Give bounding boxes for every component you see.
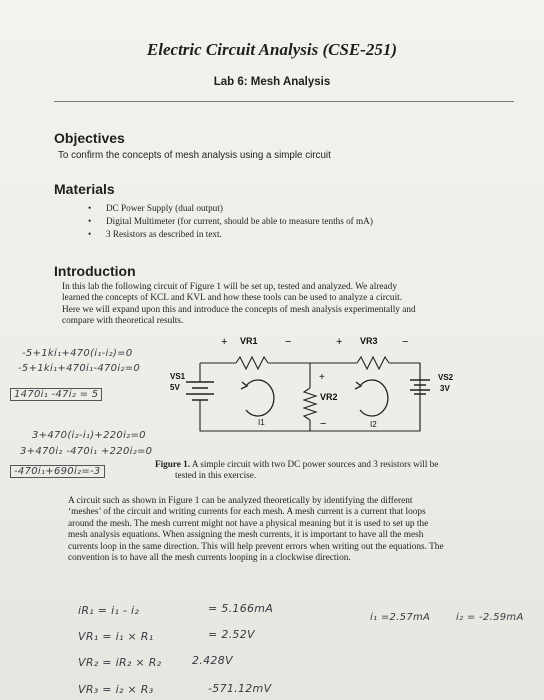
vs1-label: VS1 xyxy=(170,372,186,381)
vs2-value: 3V xyxy=(440,384,450,393)
handwritten-kvl-6: -470i₁+690i₂=-3 xyxy=(10,465,105,478)
handwritten-i2-result: i₂ = -2.59mA xyxy=(456,612,524,623)
lab-title: Lab 6: Mesh Analysis xyxy=(213,76,331,88)
intro-line: learned the concepts of KCL and KVL and how these tools can be used to analyze a circuit. xyxy=(62,293,403,304)
handwritten-ir1: iR₁ = i₁ - i₂ xyxy=(78,604,140,617)
vs1-value: 5V xyxy=(170,383,180,392)
resistor-r2 xyxy=(304,388,316,420)
objectives-text: To confirm the concepts of mesh analysis using a simple circuit xyxy=(58,150,331,161)
materials-list xyxy=(88,202,373,240)
objectives-heading: Objectives xyxy=(54,130,125,146)
handwritten-vr3: VR₃ = i₂ × R₃ xyxy=(78,683,154,696)
i1-label: I1 xyxy=(258,418,265,427)
figure-caption-text: A simple circuit with two DC power sources and 3 resistors will be xyxy=(191,459,439,469)
figure-label: Figure 1. xyxy=(155,459,191,469)
list-item: • DC Power Supply (dual output) xyxy=(88,202,373,215)
handwritten-i1-result: i₁ =2.57mA xyxy=(370,612,431,623)
i2-label: I2 xyxy=(370,420,377,429)
handwritten-kvl-5: 3+470i₂ -470i₁ +220i₂=0 xyxy=(20,446,153,457)
materials-heading: Materials xyxy=(54,181,115,197)
vr3-label: VR3 xyxy=(360,336,378,346)
vs2-label: VS2 xyxy=(438,373,454,382)
handwritten-kvl-1: -5+1ki₁+470(i₁-i₂)=0 xyxy=(22,348,133,359)
battery-vs1 xyxy=(186,382,214,400)
handwritten-kvl-3: 1470i₁ -47i₂ = 5 xyxy=(10,388,102,401)
handwritten-kvl-4: 3+470(i₂-i₁)+220i₂=0 xyxy=(32,430,146,441)
handwritten-vr2-value: 2.428V xyxy=(192,654,233,667)
r3-minus-label: − xyxy=(402,336,409,348)
intro-line: Here we will expand upon this and introduce the concepts of mesh analysis experimentally and xyxy=(62,304,416,315)
introduction-heading: Introduction xyxy=(54,263,136,279)
mesh-line: convention is to have all the mesh currents looping in a clockwise direction. xyxy=(68,553,351,564)
r1-minus-label: − xyxy=(285,336,292,348)
figure-caption xyxy=(155,459,505,470)
r1-plus-label: + xyxy=(221,336,228,348)
handwritten-kvl-2: -5+1ki₁+470i₁-470i₂=0 xyxy=(18,363,141,374)
resistor-r3 xyxy=(357,357,389,369)
list-item: • 3 Resistors as described in text. xyxy=(88,228,373,241)
introduction-paragraph xyxy=(62,282,502,328)
resistor-r1 xyxy=(236,357,268,369)
intro-line: In this lab the following circuit of Figure 1 will be set up, tested and analyzed. We already xyxy=(62,282,397,292)
handwritten-vr1-value: = 2.52V xyxy=(208,628,255,641)
handwritten-ir1-value: = 5.166mA xyxy=(208,602,274,615)
figure-caption-line2: tested in this exercise. xyxy=(175,470,257,480)
mesh-line: currents loop in the same direction. This will help prevent errors when writing out the equations. The xyxy=(68,541,444,552)
r3-plus-label: + xyxy=(336,336,343,348)
handwritten-vr3-value: -571.12mV xyxy=(208,682,272,695)
mesh-line: ‘meshes’ of the circuit and writing currents for each mesh. A mesh current is a current that loops xyxy=(68,507,426,518)
intro-line: compare with theoretical results. xyxy=(62,316,184,327)
mesh-current-arrow-1 xyxy=(246,380,274,416)
list-item: • Digital Multimeter (for current, should be able to measure tenths of mA) xyxy=(88,215,373,228)
vr2-label: VR2 xyxy=(320,392,338,402)
mesh-current-arrow-2 xyxy=(360,380,388,416)
r2-plus-label: + xyxy=(319,372,325,383)
header-divider xyxy=(54,101,514,102)
vr1-label: VR1 xyxy=(240,336,258,346)
handwritten-vr1: VR₁ = i₁ × R₁ xyxy=(78,630,154,643)
mesh-line: A circuit such as shown in Figure 1 can be analyzed theoretically by identifying the different xyxy=(68,496,413,506)
mesh-line: around the mesh. The mesh current might not have a physical meaning but it is used to set up the xyxy=(68,518,429,529)
mesh-paragraph xyxy=(68,496,512,564)
mesh-line: mesh analysis equations. When assigning the mesh currents, it is important to have all the mesh xyxy=(68,530,424,541)
document-title: Electric Circuit Analysis (CSE-251) xyxy=(146,40,398,59)
handwritten-vr2: VR₂ = iR₂ × R₂ xyxy=(78,656,162,669)
r2-minus-label: − xyxy=(320,418,327,430)
